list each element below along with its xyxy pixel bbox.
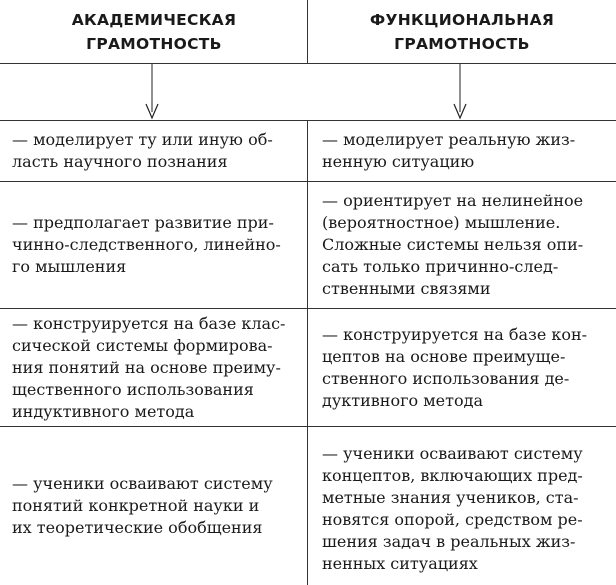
table-top-rule — [0, 120, 616, 121]
cell-line: чинно-следственного, линейно- — [12, 235, 281, 254]
cell-line: ненную ситуацию — [322, 152, 475, 171]
cell-functional — [308, 121, 616, 181]
header-functional-line: ГРАМОТНОСТЬ — [394, 35, 530, 53]
cell-line: сать только причинно-след- — [322, 257, 559, 276]
cell-line: ственными связями — [322, 279, 491, 298]
cell-academic — [0, 182, 308, 308]
cell-line: новятся опорой, средством ре- — [322, 510, 583, 529]
header-functional-line: ФУНКЦИОНАЛЬНАЯ — [369, 11, 555, 29]
cell-line: — моделирует ту или иную об- — [12, 130, 273, 149]
cell-academic — [0, 309, 308, 426]
table-row — [0, 121, 616, 182]
comparison-table — [0, 120, 616, 585]
cell-functional — [308, 182, 616, 308]
cell-line: (вероятностное) мышление. — [322, 213, 561, 232]
cell-line: концептов, включающих пред- — [322, 466, 583, 485]
cell-line: — ученики осваивают систему — [322, 444, 583, 463]
cell-line: цептов на основе преимуще- — [322, 346, 566, 366]
cell-functional — [308, 309, 616, 426]
cell-line: дуктивного метода — [322, 390, 483, 410]
cell-line: го мышления — [12, 257, 127, 276]
table-row — [0, 309, 616, 427]
cell-academic — [0, 427, 308, 585]
cell-line: ласть научного познания — [12, 152, 228, 171]
cell-line: шения задач в реальных жиз- — [322, 532, 576, 551]
table-row — [0, 182, 616, 309]
cell-line: их теоретические обобщения — [12, 518, 263, 537]
cell-line: — конструируется на базе клас- — [12, 313, 286, 333]
cell-line: ния понятий на основе преиму- — [12, 357, 281, 377]
cell-line: — конструируется на базе кон- — [322, 324, 588, 344]
cell-line: — ориентирует на нелинейное — [322, 191, 584, 210]
cell-line: — предполагает развитие при- — [12, 213, 274, 232]
table-column-divider — [307, 120, 308, 585]
header-academic — [0, 0, 308, 64]
arrow-down-icon — [145, 64, 159, 120]
header-functional — [308, 0, 616, 64]
cell-line: понятий конкретной науки и — [12, 496, 260, 515]
cell-academic — [0, 121, 308, 181]
header-bottom-rule — [0, 63, 616, 64]
cell-line: индуктивного метода — [12, 401, 195, 421]
cell-line: ненных ситуациях — [322, 554, 478, 573]
cell-line: ственного использования де- — [322, 368, 570, 388]
cell-line: щественного использования — [12, 379, 254, 399]
cell-line: сической системы формирова- — [12, 335, 273, 355]
header-academic-line: АКАДЕМИЧЕСКАЯ — [71, 11, 237, 29]
cell-line: — моделирует реальную жиз- — [322, 130, 576, 149]
arrow-down-icon — [453, 64, 467, 120]
cell-line: — ученики осваивают систему — [12, 474, 273, 493]
header-divider — [307, 0, 308, 64]
cell-functional — [308, 427, 616, 585]
cell-line: метные знания учеников, ста- — [322, 488, 579, 507]
table-row — [0, 427, 616, 585]
cell-line: Сложные системы нельзя опи- — [322, 235, 584, 254]
header-academic-line: ГРАМОТНОСТЬ — [86, 35, 222, 53]
